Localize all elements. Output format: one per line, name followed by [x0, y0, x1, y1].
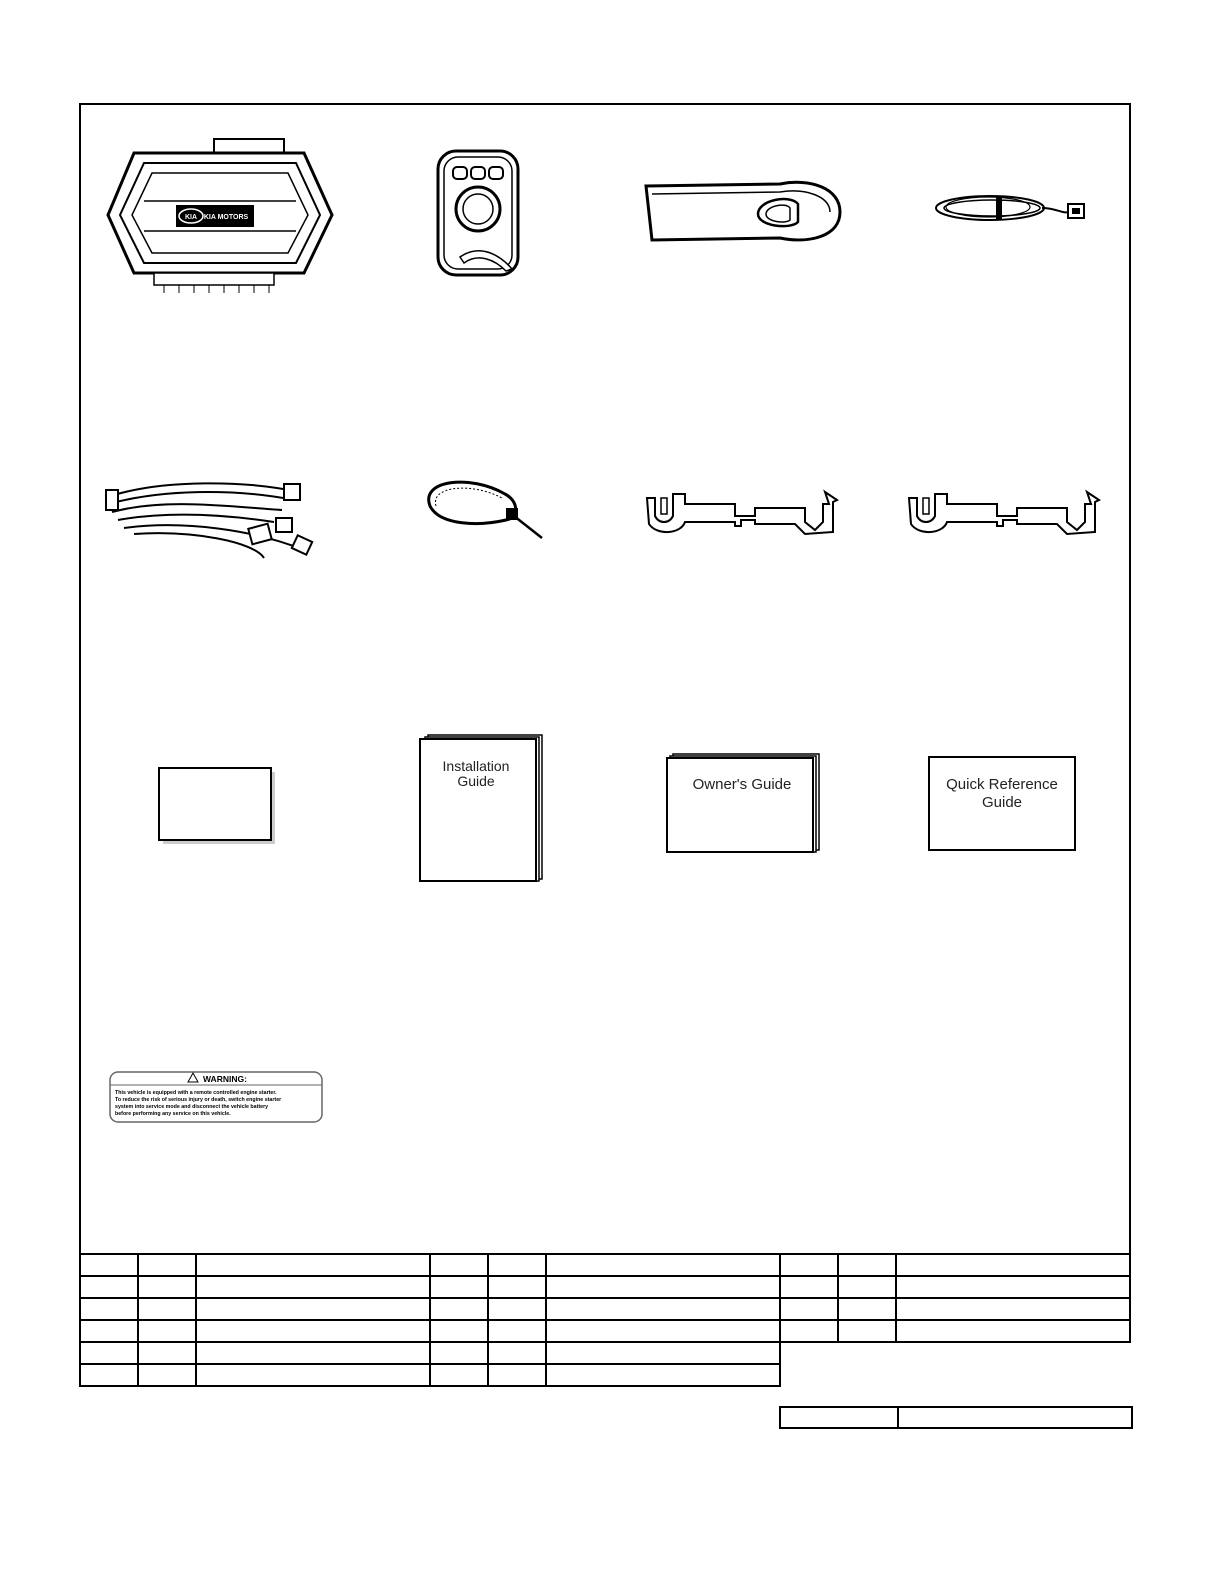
table-cell: [838, 1254, 896, 1276]
installation-guide-title-line-2: Guide: [457, 773, 495, 789]
warning-label-line-4: before performing any service on this vehicle.: [115, 1111, 231, 1117]
table-cell: [196, 1342, 430, 1364]
table-cell: [80, 1298, 138, 1320]
table-row: [80, 1276, 1130, 1298]
table-row: [80, 1320, 1130, 1342]
table-cell: [488, 1364, 546, 1386]
table-cell: [546, 1364, 780, 1386]
table-cell: [430, 1276, 488, 1298]
warning-label-line-1: This vehicle is equipped with a remote controlled engine starter.: [115, 1090, 277, 1096]
table-cell: [896, 1320, 1130, 1342]
table-cell: [80, 1342, 138, 1364]
antenna-cable-image: [930, 184, 1095, 234]
owners-guide-title: Owner's Guide: [692, 776, 792, 793]
crimp-connector-image-2: [907, 488, 1107, 538]
warning-label: [108, 1070, 326, 1126]
table-cell: [780, 1320, 838, 1342]
table-cell: [196, 1320, 430, 1342]
table-cell: [138, 1276, 196, 1298]
table-cell: [430, 1320, 488, 1342]
table-cell: [138, 1320, 196, 1342]
table-cell: [138, 1364, 196, 1386]
table-cell: [430, 1298, 488, 1320]
table-cell: [138, 1254, 196, 1276]
table-row: [80, 1254, 1130, 1276]
warning-label-title: WARNING:: [203, 1074, 247, 1084]
kia-motors-logo-text: KIA MOTORS: [203, 214, 249, 221]
table-row: [80, 1298, 1130, 1320]
footer-cell: [780, 1407, 898, 1428]
table-cell: [546, 1276, 780, 1298]
installation-guide-booklet: [418, 733, 546, 883]
table-cell: [138, 1342, 196, 1364]
table-cell: [488, 1276, 546, 1298]
parts-list-table: [79, 1253, 1131, 1387]
table-cell: [780, 1298, 838, 1320]
table-cell: [780, 1276, 838, 1298]
key-fob-transmitter-image: [430, 145, 530, 280]
table-cell: [838, 1320, 896, 1342]
warning-label-line-3: system into service mode and disconnect the vehicle battery: [115, 1104, 269, 1110]
table-cell: [896, 1254, 1130, 1276]
table-cell: [196, 1254, 430, 1276]
table-cell: [546, 1298, 780, 1320]
table-cell: [896, 1298, 1130, 1320]
warning-label-line-2: To reduce the risk of serious injury or death, switch engine starter: [115, 1097, 282, 1103]
table-cell: [430, 1342, 488, 1364]
cable-tie-image: [410, 470, 550, 545]
table-cell: [196, 1364, 430, 1386]
quick-reference-title-line-2: Guide: [981, 794, 1023, 811]
table-cell: [488, 1254, 546, 1276]
table-cell: [430, 1254, 488, 1276]
table-cell: [196, 1298, 430, 1320]
table-cell: [546, 1342, 780, 1364]
table-cell: [780, 1254, 838, 1276]
table-cell: [80, 1254, 138, 1276]
blank-card-image: [157, 766, 277, 846]
table-cell: [488, 1342, 546, 1364]
table-cell: [80, 1320, 138, 1342]
table-cell: [488, 1298, 546, 1320]
table-cell: [546, 1254, 780, 1276]
empty-cell: [780, 1364, 1130, 1386]
table-cell: [80, 1276, 138, 1298]
footer-cell: [898, 1407, 1132, 1428]
installation-guide-title-line-1: Installation: [442, 758, 510, 774]
antenna-module-image: [640, 178, 845, 246]
table-cell: [138, 1298, 196, 1320]
table-cell: [430, 1364, 488, 1386]
table-cell: [488, 1320, 546, 1342]
table-cell: [838, 1298, 896, 1320]
table-cell: [838, 1276, 896, 1298]
table-cell: [196, 1276, 430, 1298]
table-row: [780, 1407, 1132, 1428]
owners-guide-booklet: [665, 752, 823, 856]
table-row: [80, 1342, 1130, 1364]
table-row: [80, 1364, 1130, 1386]
kia-logo-text: KIA: [184, 214, 198, 221]
quick-reference-guide-card: [927, 755, 1079, 853]
table-cell: [546, 1320, 780, 1342]
quick-reference-title-line-1: Quick Reference: [946, 776, 1058, 793]
remote-start-module-image: [104, 135, 336, 295]
table-cell: [80, 1364, 138, 1386]
empty-cell: [780, 1342, 1130, 1364]
crimp-connector-image-1: [645, 488, 845, 538]
table-cell: [896, 1276, 1130, 1298]
wire-harness-image: [104, 470, 319, 565]
footer-reference-table: [779, 1406, 1133, 1429]
